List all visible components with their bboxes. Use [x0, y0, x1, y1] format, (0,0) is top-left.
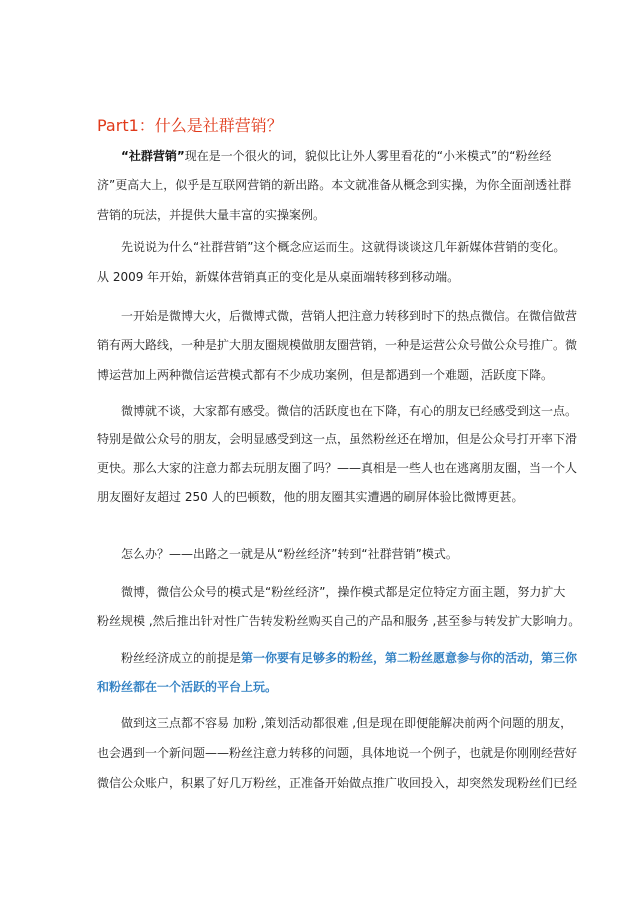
paragraph-line: 怎么办？——出路之一就是从“粉丝经济”转到“社群营销”模式。	[121, 547, 458, 561]
paragraph-line: “社群营销”现在是一个很火的词，貌似比让外人雾里看花的“小米模式”的“粉丝经	[121, 149, 552, 163]
paragraph-line: 也会遇到一个新问题——粉丝注意力转移的问题，具体地说一个例子，也就是你刚刚经营好	[97, 746, 578, 760]
highlight-text: 和粉丝都在一个活跃的平台上玩。	[97, 680, 278, 694]
paragraph-line: 微信公众账户，积累了好几万粉丝，正准备开始做点推广收回投入，却突然发现粉丝们已经	[97, 776, 578, 790]
paragraph-line: 济”更高大上，似乎是互联网营销的新出路。本文就准备从概念到实操，为你全面剖透社群	[97, 178, 572, 192]
paragraph-line: 营销的玩法，并提供大量丰富的实操案例。	[97, 208, 326, 222]
premise-lead: 粉丝经济成立的前提是	[121, 651, 242, 665]
paragraph-line: 更快。那么大家的注意力都去玩朋友圈了吗？——真相是一些人也在逃离朋友圈，当一个人	[97, 461, 578, 475]
paragraph-line: 特别是做公众号的朋友，会明显感受到这一点，虽然粉丝还在增加，但是公众号打开率下滑	[97, 432, 578, 446]
paragraph-line: 先说说为什么“社群营销”这个概念应运而生。这就得谈谈这几年新媒体营销的变化。	[121, 240, 566, 254]
paragraph-line: 微博就不谈，大家都有感受。微信的活跃度也在下降，有心的朋友已经感受到这一点。	[121, 404, 578, 418]
paragraph-line: 粉丝规模 ,然后推出针对性广告转发粉丝购买自己的产品和服务 ,甚至参与转发扩大影响力。	[97, 614, 581, 628]
highlight-text: 第一你要有足够多的粉丝，第二粉丝愿意参与你的活动，第三你	[241, 651, 578, 665]
paragraph-line: 销有两大路线，一种是扩大朋友圈规模做朋友圈营销，一种是运营公众号做公众号推广。微	[97, 338, 578, 352]
bold-term: “社群营销”	[121, 149, 185, 163]
paragraph-line: 从 2009 年开始，新媒体营销真正的变化是从桌面端转移到移动端。	[97, 270, 460, 284]
paragraph-line: 做到这三点都不容易 加粉 ,策划活动都很难 ,但是现在即便能解决前两个问题的朋友，	[121, 716, 573, 730]
paragraph-line: 微博，微信公众号的模式是“粉丝经济”，操作模式都是定位特定方面主题，努力扩大	[121, 585, 566, 599]
paragraph-line: 博运营加上两种微信运营模式都有不少成功案例，但是都遇到一个难题，活跃度下降。	[97, 368, 554, 382]
paragraph-line: 一开始是微博大火，后微博式微，营销人把注意力转移到时下的热点微信。在微信做营	[121, 309, 578, 323]
paragraph-line: 朋友圈好友超过 250 人的巴顿数，他的朋友圈其实遭遇的刷屏体验比微博更甚。	[97, 490, 524, 504]
paragraph-line	[121, 652, 577, 664]
section-heading: Part1：什么是社群营销？	[97, 116, 283, 135]
